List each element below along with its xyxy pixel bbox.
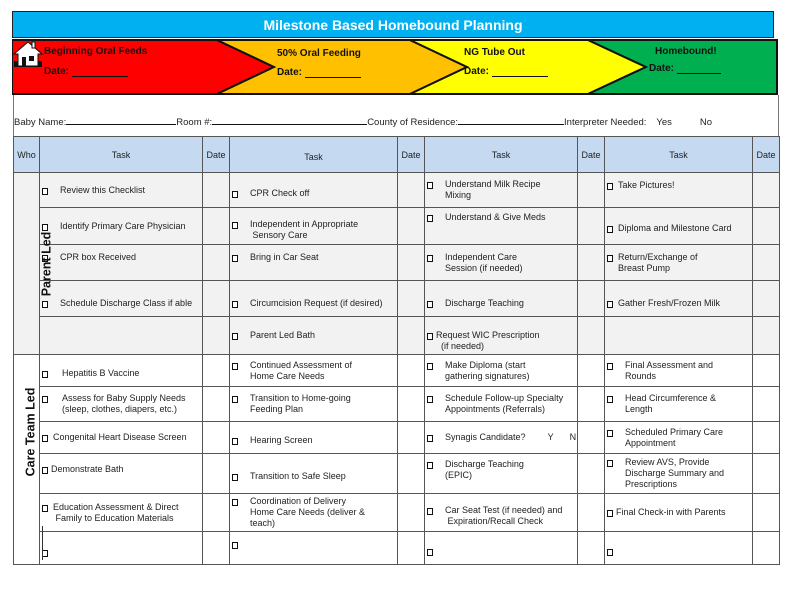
task-cell (230, 173, 398, 208)
task-label: Independent Care Session (if needed) (445, 251, 523, 273)
task-label: Diploma and Milestone Card (618, 222, 732, 233)
page-title: Milestone Based Homebound Planning (263, 16, 523, 33)
task-label: Understand & Give Meds (445, 212, 546, 222)
header-date: Date (203, 137, 230, 173)
header-date: Date (578, 137, 605, 173)
who-cell-parent-led (14, 173, 54, 355)
milestone-2-date-label: Date: (277, 67, 303, 78)
task-label: Review this Checklist (60, 184, 146, 195)
date-cell[interactable] (203, 494, 230, 532)
checkbox[interactable] (42, 301, 48, 308)
header-task: Task (425, 137, 578, 173)
checkbox[interactable] (232, 499, 238, 506)
checkbox[interactable] (427, 301, 433, 308)
task-cell (605, 454, 753, 494)
date-cell[interactable] (398, 208, 425, 245)
county-field[interactable] (458, 115, 564, 125)
table-row (14, 208, 780, 245)
task-label: Request WIC Prescription (if needed) (436, 329, 540, 351)
task-label: Review AVS, Provide Discharge Summary and Prescriptions (625, 457, 725, 489)
checkbox[interactable] (42, 371, 48, 378)
task-cell (425, 532, 578, 565)
task-label: Demonstrate Bath (51, 464, 124, 474)
task-label: Discharge Teaching (445, 298, 524, 308)
header-task: Task (40, 137, 203, 173)
checkbox[interactable] (232, 333, 238, 340)
date-cell[interactable] (203, 387, 230, 422)
checkbox[interactable] (427, 462, 433, 469)
task-cell (40, 494, 203, 532)
task-label: Discharge Teaching (EPIC) (445, 458, 524, 480)
task-cell (230, 454, 398, 494)
task-label: Schedule Discharge Class if able (60, 298, 193, 308)
checkbox[interactable] (427, 215, 433, 222)
checkbox[interactable] (232, 301, 238, 308)
checkbox[interactable] (607, 255, 613, 262)
date-cell[interactable] (578, 532, 605, 565)
task-label: Coordination of Delivery Home Care Needs (deliver & teach) (250, 496, 366, 528)
milestone-2-label: 50% Oral Feeding (277, 48, 361, 59)
task-cell (605, 422, 753, 454)
date-cell[interactable] (578, 245, 605, 281)
synagis-no-option[interactable]: N (569, 432, 577, 442)
date-cell[interactable] (203, 317, 230, 355)
checkbox[interactable] (427, 435, 433, 442)
task-cell (605, 532, 753, 565)
checkbox[interactable] (607, 183, 613, 190)
checkbox[interactable] (427, 508, 433, 515)
task-cell (40, 355, 203, 387)
date-cell[interactable] (753, 355, 780, 387)
date-cell[interactable] (578, 208, 605, 245)
header-date: Date (398, 137, 425, 173)
milestone-3-label: NG Tube Out (464, 47, 525, 58)
task-label: Scheduled Primary Care Appointment (625, 426, 724, 448)
page-title-bar (12, 11, 774, 38)
table-row (14, 355, 780, 387)
table-row (14, 281, 780, 317)
task-checklist-table (13, 136, 780, 565)
baby-name-label: Baby Name: (14, 117, 67, 128)
milestone-2-date-blank[interactable] (305, 68, 361, 78)
task-cell (605, 281, 753, 317)
date-cell[interactable] (753, 532, 780, 565)
table-row (14, 532, 780, 565)
task-label: Parent Led Bath (250, 330, 316, 340)
date-cell[interactable] (753, 281, 780, 317)
checkbox[interactable] (42, 435, 48, 442)
task-cell (425, 387, 578, 422)
task-cell (40, 317, 203, 355)
date-cell[interactable] (203, 208, 230, 245)
task-cell (230, 494, 398, 532)
task-label: Congenital Heart Disease Screen (53, 432, 187, 442)
date-cell[interactable] (398, 245, 425, 281)
task-label: Education Assessment & Direct Family to Education Materials (53, 501, 179, 523)
table-row (14, 422, 780, 454)
checkbox[interactable] (427, 363, 433, 370)
header-who: Who (14, 137, 40, 173)
task-cell (425, 317, 578, 355)
milestone-4-date-blank[interactable] (677, 64, 721, 74)
checkbox[interactable] (607, 460, 613, 467)
date-cell[interactable] (578, 281, 605, 317)
task-cell (40, 245, 203, 281)
task-label: Independent in Appropriate Sensory Care (250, 219, 359, 240)
checkbox[interactable] (607, 396, 613, 403)
interpreter-no-option[interactable]: No (699, 117, 713, 128)
task-label: Hepatitis B Vaccine (62, 368, 140, 378)
table-row (14, 454, 780, 494)
date-cell[interactable] (753, 317, 780, 355)
date-cell[interactable] (203, 245, 230, 281)
task-label: Continued Assessment of Home Care Needs (250, 359, 353, 381)
checkbox[interactable] (427, 549, 433, 556)
date-cell[interactable] (578, 422, 605, 454)
task-label: CPR box Received (60, 252, 137, 262)
milestone-banner (12, 39, 778, 95)
task-cell (425, 281, 578, 317)
table-row (14, 173, 780, 208)
date-cell[interactable] (398, 454, 425, 494)
checkbox[interactable] (607, 301, 613, 308)
date-cell[interactable] (398, 173, 425, 208)
task-label: Car Seat Test (if needed) and Expiration/Recall Check (445, 504, 563, 526)
checkbox[interactable] (607, 430, 613, 437)
task-cell (230, 281, 398, 317)
task-label: Understand Milk Recipe Mixing (445, 179, 541, 200)
task-label: CPR Check off (250, 187, 310, 198)
date-cell[interactable] (578, 355, 605, 387)
checkbox[interactable] (232, 222, 238, 229)
task-label: Take Pictures! (618, 179, 675, 190)
date-cell[interactable] (398, 532, 425, 565)
date-cell[interactable] (753, 173, 780, 208)
checkbox[interactable] (42, 467, 48, 474)
task-cell (230, 387, 398, 422)
date-cell[interactable] (203, 422, 230, 454)
checkbox[interactable] (607, 363, 613, 370)
room-field[interactable] (212, 115, 367, 125)
who-cell-care-team-led (14, 355, 40, 565)
checkbox[interactable] (232, 396, 238, 403)
task-label: Circumcision Request (if desired) (250, 298, 383, 308)
task-label: Identify Primary Care Physician (60, 220, 186, 231)
task-label: Head Circumference & Length (625, 393, 717, 414)
checkbox[interactable] (232, 438, 238, 445)
room-label: Room #: (176, 117, 213, 128)
milestone-1-date[interactable] (44, 66, 128, 77)
checkbox[interactable] (427, 255, 433, 262)
checkbox[interactable] (427, 396, 433, 403)
date-cell[interactable] (203, 173, 230, 208)
milestone-1-date-blank[interactable] (72, 67, 128, 77)
checkbox[interactable] (232, 474, 238, 481)
task-cell (40, 281, 203, 317)
task-cell (425, 494, 578, 532)
milestone-4-date[interactable] (649, 63, 721, 74)
date-cell[interactable] (398, 494, 425, 532)
divider-mark (42, 526, 43, 560)
date-cell[interactable] (578, 454, 605, 494)
date-cell[interactable] (578, 173, 605, 208)
header-task: Task (605, 137, 753, 173)
task-cell (425, 355, 578, 387)
task-cell (605, 494, 753, 532)
checkbox[interactable] (42, 396, 48, 403)
county-label: County of Residence: (367, 117, 459, 128)
date-cell[interactable] (203, 532, 230, 565)
task-label: Transition to Home-going Feeding Plan (250, 393, 351, 414)
header-task: Task (230, 137, 398, 173)
task-label: Hearing Screen (250, 435, 313, 445)
task-label: Schedule Follow-up Specialty Appointments (Referrals) (445, 393, 564, 414)
date-cell[interactable] (398, 317, 425, 355)
task-cell (230, 532, 398, 565)
date-cell[interactable] (578, 387, 605, 422)
task-cell (605, 208, 753, 245)
checkbox[interactable] (42, 188, 48, 195)
date-cell[interactable] (753, 454, 780, 494)
task-label: Return/Exchange of Breast Pump (618, 251, 698, 273)
task-cell (425, 454, 578, 494)
task-cell (605, 173, 753, 208)
checkbox[interactable] (42, 224, 48, 231)
date-cell[interactable] (398, 281, 425, 317)
date-cell[interactable] (578, 317, 605, 355)
milestone-1-date-label: Date: (44, 66, 70, 77)
milestone-2-date[interactable] (277, 67, 361, 78)
task-cell (230, 317, 398, 355)
task-label: Synagis Candidate? (445, 432, 526, 442)
date-cell[interactable] (203, 454, 230, 494)
checkbox[interactable] (607, 226, 613, 233)
task-cell (605, 387, 753, 422)
baby-name-field[interactable] (66, 115, 176, 125)
task-cell (605, 355, 753, 387)
checkbox[interactable] (607, 510, 613, 517)
task-cell (40, 387, 203, 422)
task-cell (425, 245, 578, 281)
task-label: Final Assessment and Rounds (625, 359, 714, 381)
header-date: Date (753, 137, 780, 173)
table-row (14, 245, 780, 281)
date-cell[interactable] (398, 387, 425, 422)
task-cell (425, 208, 578, 245)
task-cell (230, 355, 398, 387)
checkbox[interactable] (427, 333, 433, 340)
task-label: Assess for Baby Supply Needs (sleep, clothes, diapers, etc.) (62, 393, 186, 414)
who-label: Care Team Led (23, 387, 38, 477)
milestone-1-label: Beginning Oral Feeds (44, 46, 148, 57)
checkbox[interactable] (232, 255, 238, 262)
table-row (14, 387, 780, 422)
task-cell (605, 317, 753, 355)
date-cell[interactable] (753, 387, 780, 422)
task-label: Final Check-in with Parents (616, 507, 726, 517)
task-cell (40, 454, 203, 494)
task-cell (230, 422, 398, 454)
milestone-4-label: Homebound! (655, 46, 717, 57)
task-label: Transition to Safe Sleep (250, 471, 346, 481)
task-label: Gather Fresh/Frozen Milk (618, 298, 721, 308)
table-header-row (14, 137, 780, 173)
milestone-3-date[interactable] (464, 66, 548, 77)
task-label: Bring in Car Seat (250, 252, 319, 262)
task-label: Make Diploma (start gathering signatures) (445, 359, 530, 381)
task-cell (605, 245, 753, 281)
who-label: Parent Led (39, 231, 54, 296)
date-cell[interactable] (753, 245, 780, 281)
checkbox[interactable] (232, 363, 238, 370)
checkbox[interactable] (232, 542, 238, 549)
date-cell[interactable] (398, 422, 425, 454)
date-cell[interactable] (398, 355, 425, 387)
checkbox[interactable] (427, 182, 433, 189)
interpreter-yes-option[interactable]: Yes (656, 117, 672, 128)
task-cell (40, 173, 203, 208)
milestone-4-date-label: Date: (649, 63, 675, 74)
date-cell[interactable] (753, 494, 780, 532)
milestone-3-date-blank[interactable] (492, 67, 548, 77)
checkbox[interactable] (607, 549, 613, 556)
date-cell[interactable] (203, 355, 230, 387)
date-cell[interactable] (578, 494, 605, 532)
task-cell (40, 532, 203, 565)
date-cell[interactable] (753, 208, 780, 245)
table-row (14, 494, 780, 532)
date-cell[interactable] (203, 281, 230, 317)
date-cell[interactable] (753, 422, 780, 454)
checkbox[interactable] (232, 191, 238, 198)
task-cell (230, 208, 398, 245)
milestone-3-date-label: Date: (464, 66, 490, 77)
table-row (14, 317, 780, 355)
patient-info-row (14, 115, 712, 128)
task-cell (40, 208, 203, 245)
task-cell (425, 173, 578, 208)
task-cell (40, 422, 203, 454)
house-icon (12, 39, 44, 71)
checkbox[interactable] (42, 505, 48, 512)
task-cell (425, 422, 578, 454)
synagis-yes-option[interactable]: Y (547, 432, 554, 442)
task-cell (230, 245, 398, 281)
interpreter-label: Interpreter Needed: (564, 117, 647, 128)
